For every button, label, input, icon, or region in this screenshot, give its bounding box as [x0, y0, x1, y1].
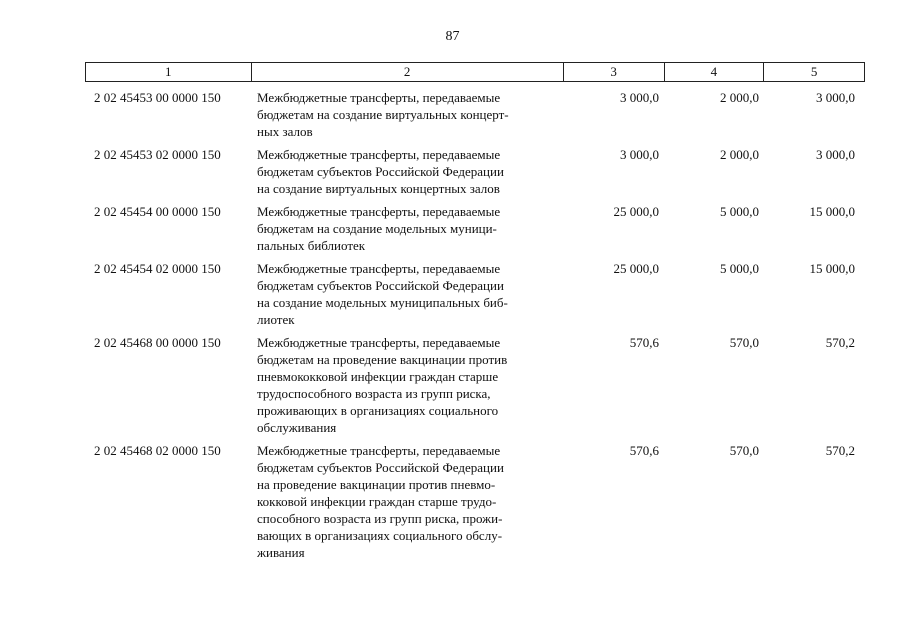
amount-column-3: 3 000,0: [620, 147, 659, 162]
amount-column-5: 570,2: [825, 335, 855, 350]
column-header-1: 1: [86, 63, 252, 81]
budget-item-name-line: на создание виртуальных концертных залов: [257, 181, 500, 196]
amount-column-5: 3 000,0: [816, 90, 855, 105]
amount-column-4: 5 000,0: [720, 261, 759, 276]
budget-item-name-line: лиотек: [257, 312, 295, 327]
amount-column-5: 570,2: [825, 443, 855, 458]
budget-code: 2 02 45454 02 0000 150: [94, 261, 221, 276]
amount-column-3: 570,6: [629, 443, 659, 458]
budget-code: 2 02 45468 02 0000 150: [94, 443, 221, 458]
budget-code: 2 02 45468 00 0000 150: [94, 335, 221, 350]
budget-item-name-line: живания: [257, 545, 305, 560]
budget-item-name-line: бюджетам субъектов Российской Федерации: [257, 460, 504, 475]
column-header-5: 5: [810, 64, 818, 79]
budget-item-name: [257, 442, 560, 561]
budget-item-name: [257, 260, 560, 328]
budget-item-name-line: Межбюджетные трансферты, передаваемые: [257, 90, 501, 105]
column-header-3: 3: [564, 63, 665, 81]
budget-item-name-line: на проведение вакцинации против пневмо-: [257, 477, 496, 492]
table-row: [85, 442, 865, 561]
budget-item-name: [257, 146, 560, 197]
amount-column-5: 15 000,0: [809, 261, 855, 276]
budget-item-name-line: Межбюджетные трансферты, передаваемые: [257, 261, 501, 276]
budget-item-name-line: обслуживания: [257, 420, 337, 435]
amount-column-5: 3 000,0: [816, 147, 855, 162]
amount-column-4: 570,0: [729, 335, 759, 350]
budget-code: 2 02 45454 00 0000 150: [94, 204, 221, 219]
table-row: [85, 203, 865, 254]
amount-column-4: 5 000,0: [720, 204, 759, 219]
budget-item-name: [257, 334, 560, 436]
budget-item-name-line: пневмококковой инфекции граждан старше: [257, 369, 499, 384]
budget-item-name-line: ных залов: [257, 124, 313, 139]
budget-item-name-line: Межбюджетные трансферты, передаваемые: [257, 147, 501, 162]
page-number: 87: [445, 29, 460, 44]
amount-column-3: 25 000,0: [613, 261, 659, 276]
budget-item-name-line: трудоспособного возраста из групп риска,: [257, 386, 491, 401]
budget-item-name-line: бюджетам на создание виртуальных концерт-: [257, 107, 509, 122]
amount-column-5: 15 000,0: [809, 204, 855, 219]
budget-item-name-line: Межбюджетные трансферты, передаваемые: [257, 335, 501, 350]
budget-item-name-line: кокковой инфекции граждан старше трудо-: [257, 494, 497, 509]
budget-item-name: [257, 203, 560, 254]
budget-code: 2 02 45453 02 0000 150: [94, 147, 221, 162]
budget-item-name-line: бюджетам субъектов Российской Федерации: [257, 164, 504, 179]
budget-item-name-line: проживающих в организациях социального: [257, 403, 499, 418]
amount-column-4: 570,0: [729, 443, 759, 458]
table-row: [85, 89, 865, 140]
budget-item-name-line: пальных библиотек: [257, 238, 366, 253]
amount-column-3: 25 000,0: [613, 204, 659, 219]
budget-item-name-line: бюджетам на создание модельных муници-: [257, 221, 497, 236]
amount-column-3: 570,6: [629, 335, 659, 350]
amount-column-4: 2 000,0: [720, 147, 759, 162]
budget-code: 2 02 45453 00 0000 150: [94, 90, 221, 105]
table-row: [85, 146, 865, 197]
budget-item-name-line: Межбюджетные трансферты, передаваемые: [257, 204, 501, 219]
budget-item-name-line: Межбюджетные трансферты, передаваемые: [257, 443, 501, 458]
amount-column-4: 2 000,0: [720, 90, 759, 105]
column-header-4: 4: [665, 63, 765, 81]
budget-item-name: [257, 89, 560, 140]
budget-item-name-line: способного возраста из групп риска, прожи-: [257, 511, 503, 526]
table-body: [85, 89, 865, 561]
amount-column-3: 3 000,0: [620, 90, 659, 105]
column-header-row: [85, 62, 865, 82]
table-row: [85, 260, 865, 328]
budget-item-name-line: бюджетам на проведение вакцинации против: [257, 352, 508, 367]
table-row: [85, 334, 865, 436]
budget-item-name-line: вающих в организациях социального обслу-: [257, 528, 503, 543]
budget-item-name-line: на создание модельных муниципальных биб-: [257, 295, 508, 310]
column-header-2: 2: [252, 63, 564, 81]
budget-item-name-line: бюджетам субъектов Российской Федерации: [257, 278, 504, 293]
